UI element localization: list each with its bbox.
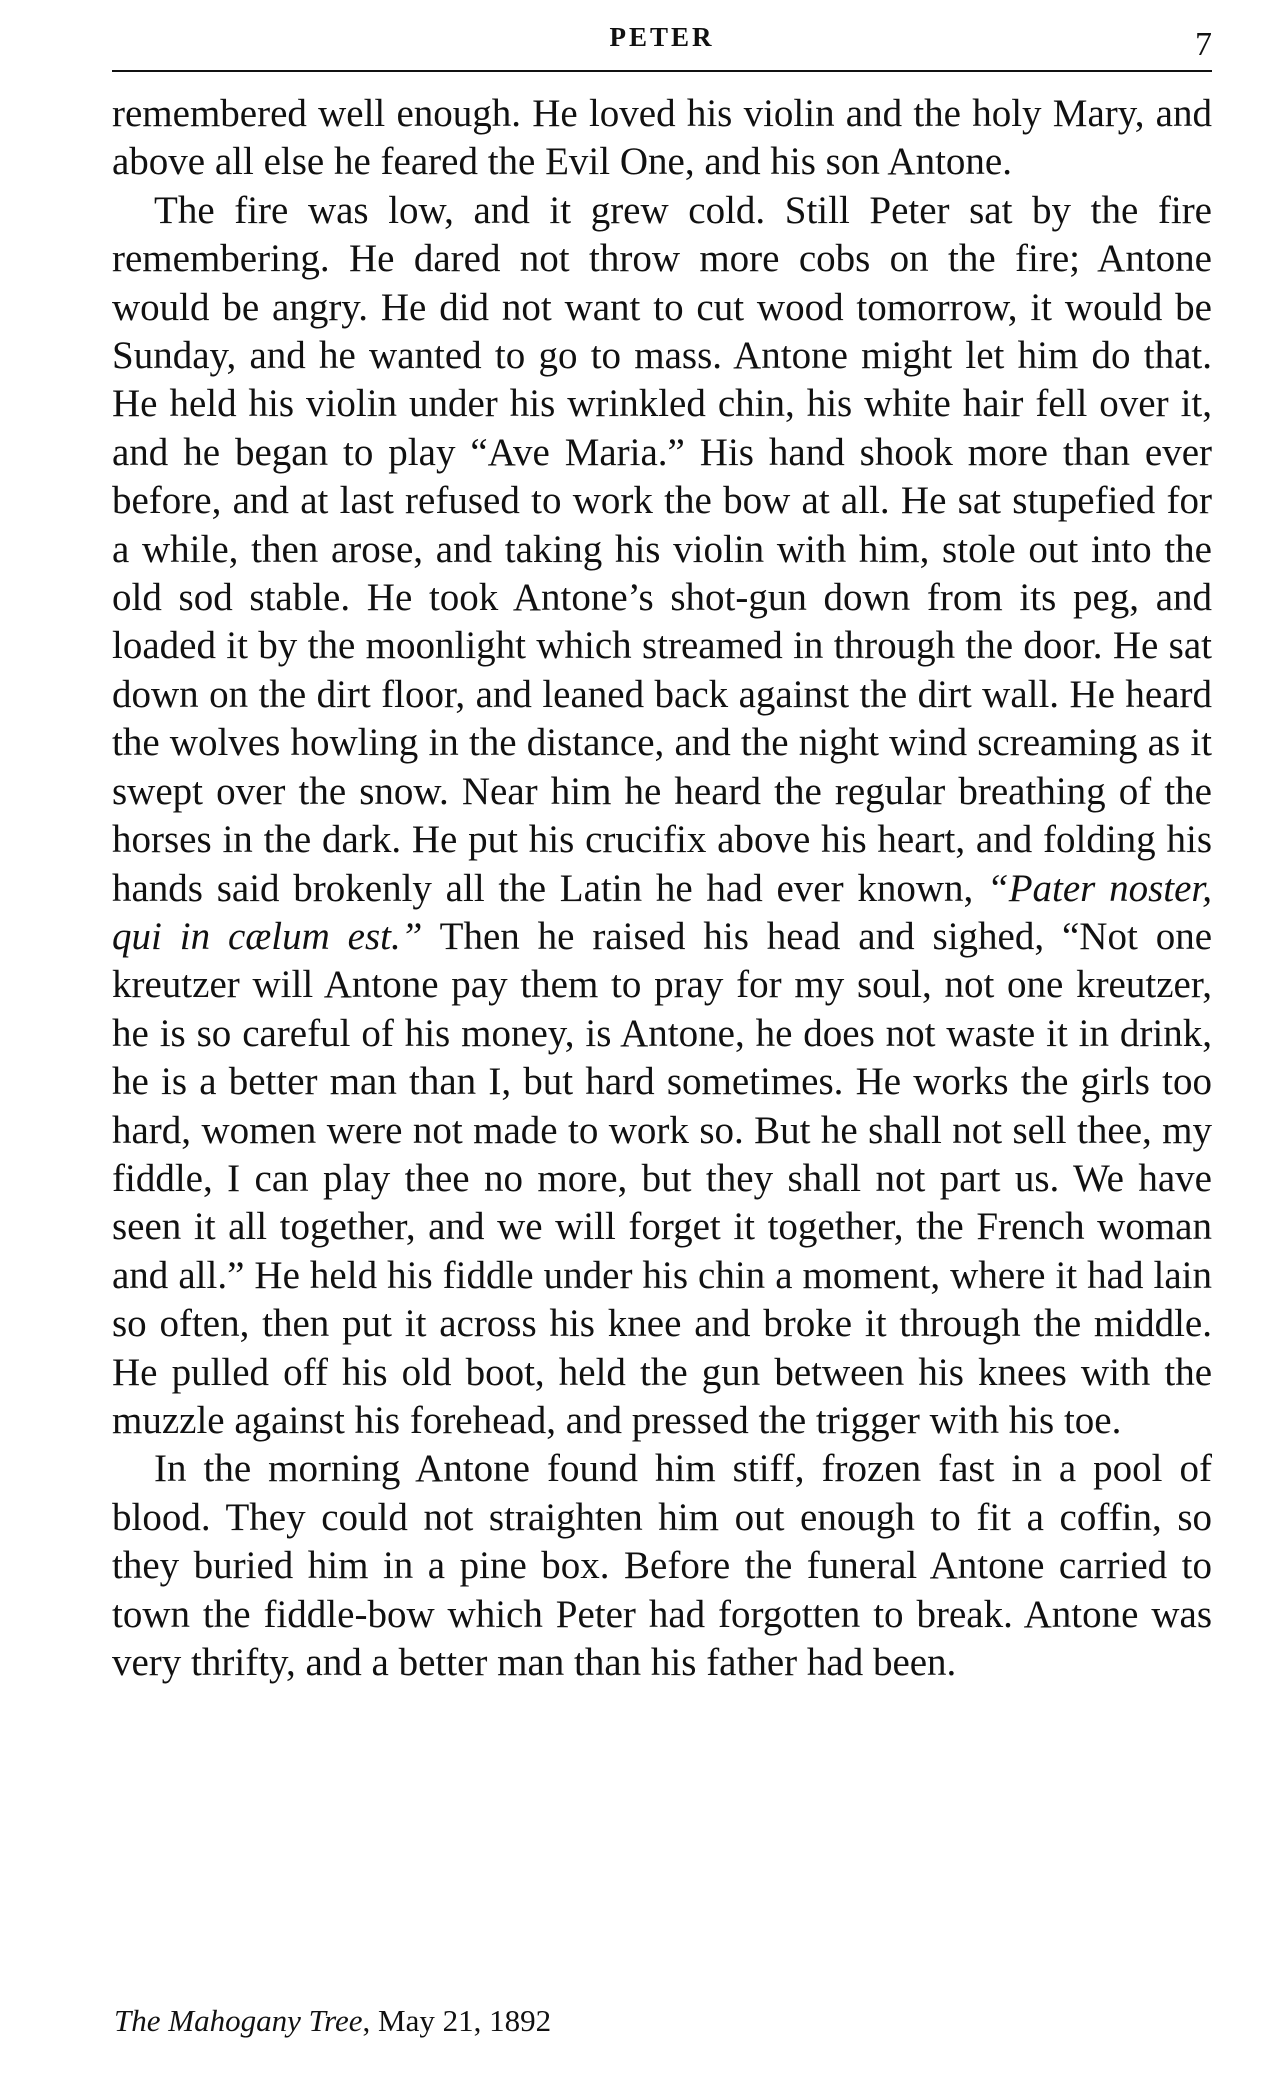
page-number: 7 [1195,26,1212,63]
source-citation [114,2003,551,2039]
source-title: The Mahogany Tree [114,2003,363,2038]
running-title: PETER [609,22,715,52]
paragraph-text: In the morning Antone found him stiff, frozen fast in a pool of blood. They could not straighten him out enough to fit a coffin, so they buried him in a pine box. Before the funeral Antone carried to town the fiddle-bow which Peter had forgotten to break. Antone was very thrifty, and a better man than his father had been. [112,1447,1212,1684]
header-rule [112,70,1212,72]
paragraph-text: The fire was low, and it grew cold. Still Peter sat by the fire remembering. He dared not throw more cobs on the fire; Antone would be angry. He did not want to cut wood tomorrow, it would be Sunday, and he wanted to go to mass. Antone might let him do that. He held his violin under his wrinkled chin, his white hair fell over it, and he began to play “Ave Maria.” His hand shook more than ever before, and at last refused to work the bow at all. He sat stupefied for a while, then arose, and taking his violin with him, stole out into the old sod stable. He took Antone’s shot-gun down from its peg, and loaded it by the moonlight which streamed in through the door. He sat down on the dirt floor, and leaned back against the dirt wall. He heard the wolves howling in the distance, and the night wind screaming as it swept over the snow. Near him he heard the regular breathing of the horses in the dark. He put his crucifix above his heart, and folding his hands said brokenly all the Latin he had ever known, [112,188,1212,910]
paragraph-text: remembered well enough. He loved his violin and the holy Mary, and above all else he feared the Evil One, and his son Antone. [112,92,1212,184]
running-head [112,22,1212,62]
latin-prayer: “Pater noster, qui in cælum est.” [112,866,1213,958]
paragraph-morning [112,1445,1212,1687]
paragraph-fire [112,187,1212,1446]
source-date: , May 21, 1892 [362,2003,552,2038]
paragraph-text: Then he raised his head and sighed, “Not one kreutzer will Antone pay them to pray for my soul, not one kreutzer, he is so careful of his money, is Antone, he does not waste it in drink, he is a better man than I, but hard sometimes. He works the girls too hard, women were not made to work so. But he shall not sell thee, my fiddle, I can play thee no more, but they shall not part us. We have seen it all together, and we will forget it together, the French woman and all.” He held his fiddle under his chin a moment, where it had lain so often, then put it across his knee and broke it through the middle. He pulled off his old boot, held the gun between his knees with the muzzle against his forehead, and pressed the trigger with his toe. [112,914,1212,1442]
body-text [112,90,1212,1687]
paragraph-continuation [112,90,1212,187]
